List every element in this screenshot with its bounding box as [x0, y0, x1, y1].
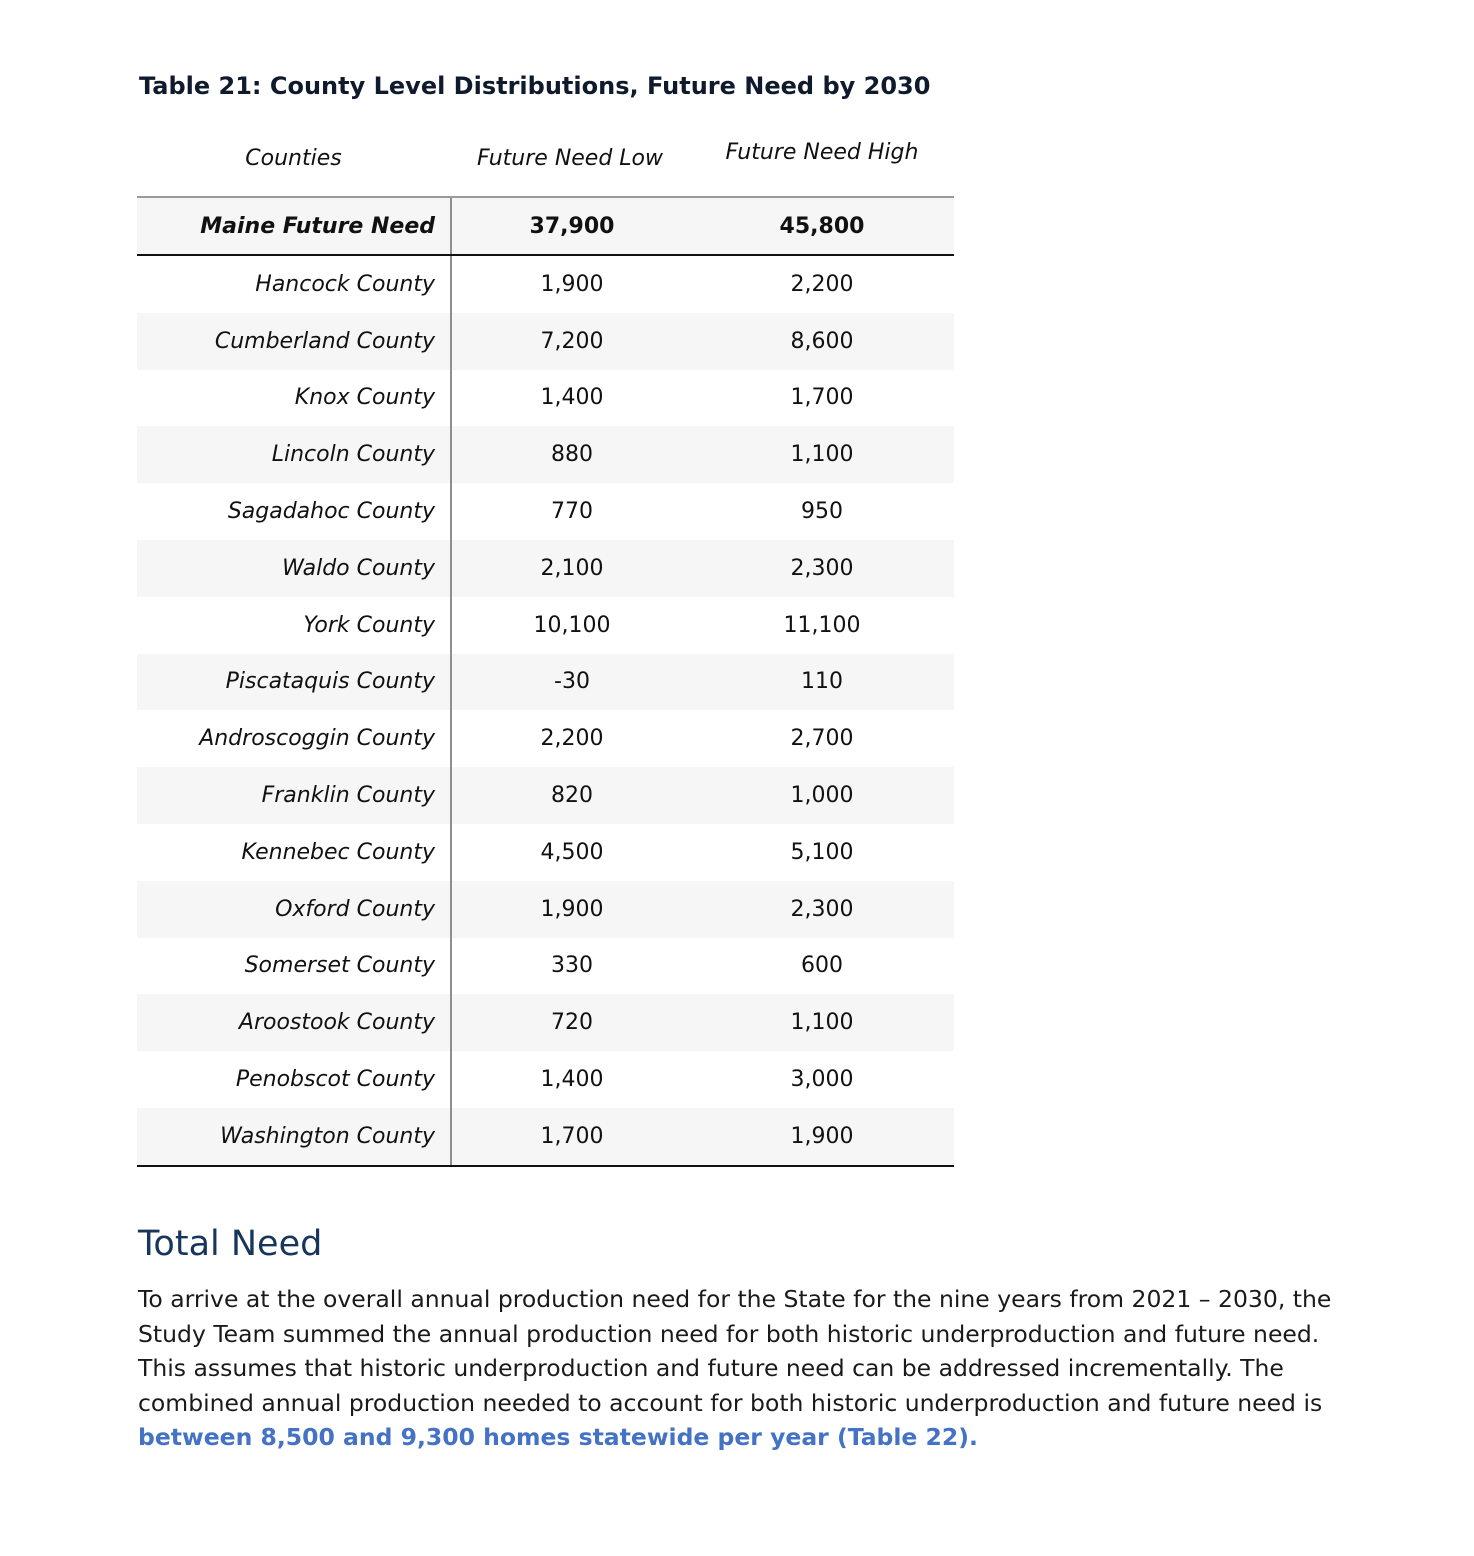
cell-need-low: 720 — [450, 994, 692, 1051]
cell-need-low: 2,200 — [450, 710, 692, 767]
table-header-row — [137, 128, 954, 198]
cell-need-high: 8,600 — [790, 328, 854, 354]
cell-county-name: Cumberland County — [214, 328, 435, 354]
cell-need-high: 2,300 — [790, 555, 854, 581]
body-paragraph — [138, 1282, 1358, 1455]
cell-need-low: -30 — [450, 654, 692, 711]
table-row — [137, 824, 954, 881]
cell-need-high: 2,300 — [790, 896, 854, 922]
table-row — [137, 767, 954, 824]
cell-need-low: 4,500 — [450, 824, 692, 881]
cell-county-name: Androscoggin County — [199, 726, 435, 752]
county-need-table — [137, 128, 954, 1167]
table-row — [137, 540, 954, 597]
cell-need-low: 1,700 — [450, 1108, 692, 1165]
cell-need-high: 1,700 — [790, 385, 854, 411]
table-row — [137, 483, 954, 540]
cell-need-low: 1,400 — [450, 1051, 692, 1108]
cell-county-name: Hancock County — [255, 271, 435, 297]
cell-need-high: 1,000 — [790, 783, 854, 809]
table-row — [137, 710, 954, 767]
cell-need-high: 950 — [801, 499, 843, 525]
cell-county-name: Lincoln County — [271, 442, 435, 468]
cell-county-name: York County — [303, 612, 435, 638]
paragraph-text: To arrive at the overall annual production need for the State for the nine years from 2021 – 2030, the Study Team summed the annual production need for both historic underproduction and future need. This assumes that historic underproduction and future need can be addressed incrementally. The combined annual production needed to account for both historic underproduction and future need is — [138, 1285, 1332, 1417]
trailing-period: . — [969, 1423, 978, 1451]
cell-need-low: 10,100 — [450, 597, 692, 654]
cell-need-low: 1,900 — [450, 256, 692, 313]
cell-need-high: 600 — [801, 953, 843, 979]
cell-need-high: 3,000 — [790, 1067, 854, 1093]
cell-need-high: 11,100 — [783, 612, 861, 638]
table-row — [137, 370, 954, 427]
cell-county-name: Oxford County — [275, 896, 435, 922]
cell-need-high: 2,700 — [790, 726, 854, 752]
county-rows — [137, 256, 954, 1167]
cell-need-low: 770 — [450, 483, 692, 540]
table-row — [137, 313, 954, 370]
cell-need-low: 1,400 — [450, 370, 692, 427]
cell-county-name: Washington County — [220, 1123, 435, 1149]
cell-need-low: 1,900 — [450, 881, 692, 938]
cell-county-name: Knox County — [294, 385, 435, 411]
cell-need-high: 1,100 — [790, 442, 854, 468]
cell-need-low: 880 — [450, 426, 692, 483]
cell-county-name: Piscataquis County — [225, 669, 435, 695]
table-row — [137, 597, 954, 654]
cell-need-high: 2,200 — [790, 271, 854, 297]
table-row — [137, 654, 954, 711]
cell-need-low: 2,100 — [450, 540, 692, 597]
highlight-text: between 8,500 and 9,300 homes statewide per year (Table 22) — [138, 1423, 969, 1451]
header-future-need-high: Future Need High — [725, 140, 919, 165]
cell-need-low: 7,200 — [450, 313, 692, 370]
cell-county-name: Franklin County — [261, 783, 435, 809]
cell-need-low: 820 — [450, 767, 692, 824]
table-row — [137, 426, 954, 483]
cell-need-high: 5,100 — [790, 839, 854, 865]
cell-county-name: Penobscot County — [235, 1067, 435, 1093]
total-row-low: 37,900 — [450, 198, 692, 254]
section-heading: Total Need — [138, 1224, 323, 1264]
table-row — [137, 256, 954, 313]
header-counties: Counties — [245, 146, 342, 171]
header-future-need-low: Future Need Low — [476, 146, 664, 171]
cell-need-low: 330 — [450, 938, 692, 995]
table-row — [137, 938, 954, 995]
cell-need-high: 1,100 — [790, 1010, 854, 1036]
table-row — [137, 881, 954, 938]
cell-county-name: Sagadahoc County — [227, 499, 435, 525]
cell-county-name: Kennebec County — [241, 839, 435, 865]
total-row-high: 45,800 — [779, 213, 865, 239]
total-row-name: Maine Future Need — [200, 213, 435, 239]
cell-need-high: 110 — [801, 669, 843, 695]
table-row — [137, 994, 954, 1051]
cell-need-high: 1,900 — [790, 1123, 854, 1149]
cell-county-name: Somerset County — [244, 953, 435, 979]
table-row — [137, 1051, 954, 1108]
cell-county-name: Aroostook County — [238, 1010, 435, 1036]
total-row — [137, 198, 954, 256]
table-title: Table 21: County Level Distributions, Future Need by 2030 — [139, 72, 931, 100]
table-row — [137, 1108, 954, 1165]
cell-county-name: Waldo County — [282, 555, 435, 581]
